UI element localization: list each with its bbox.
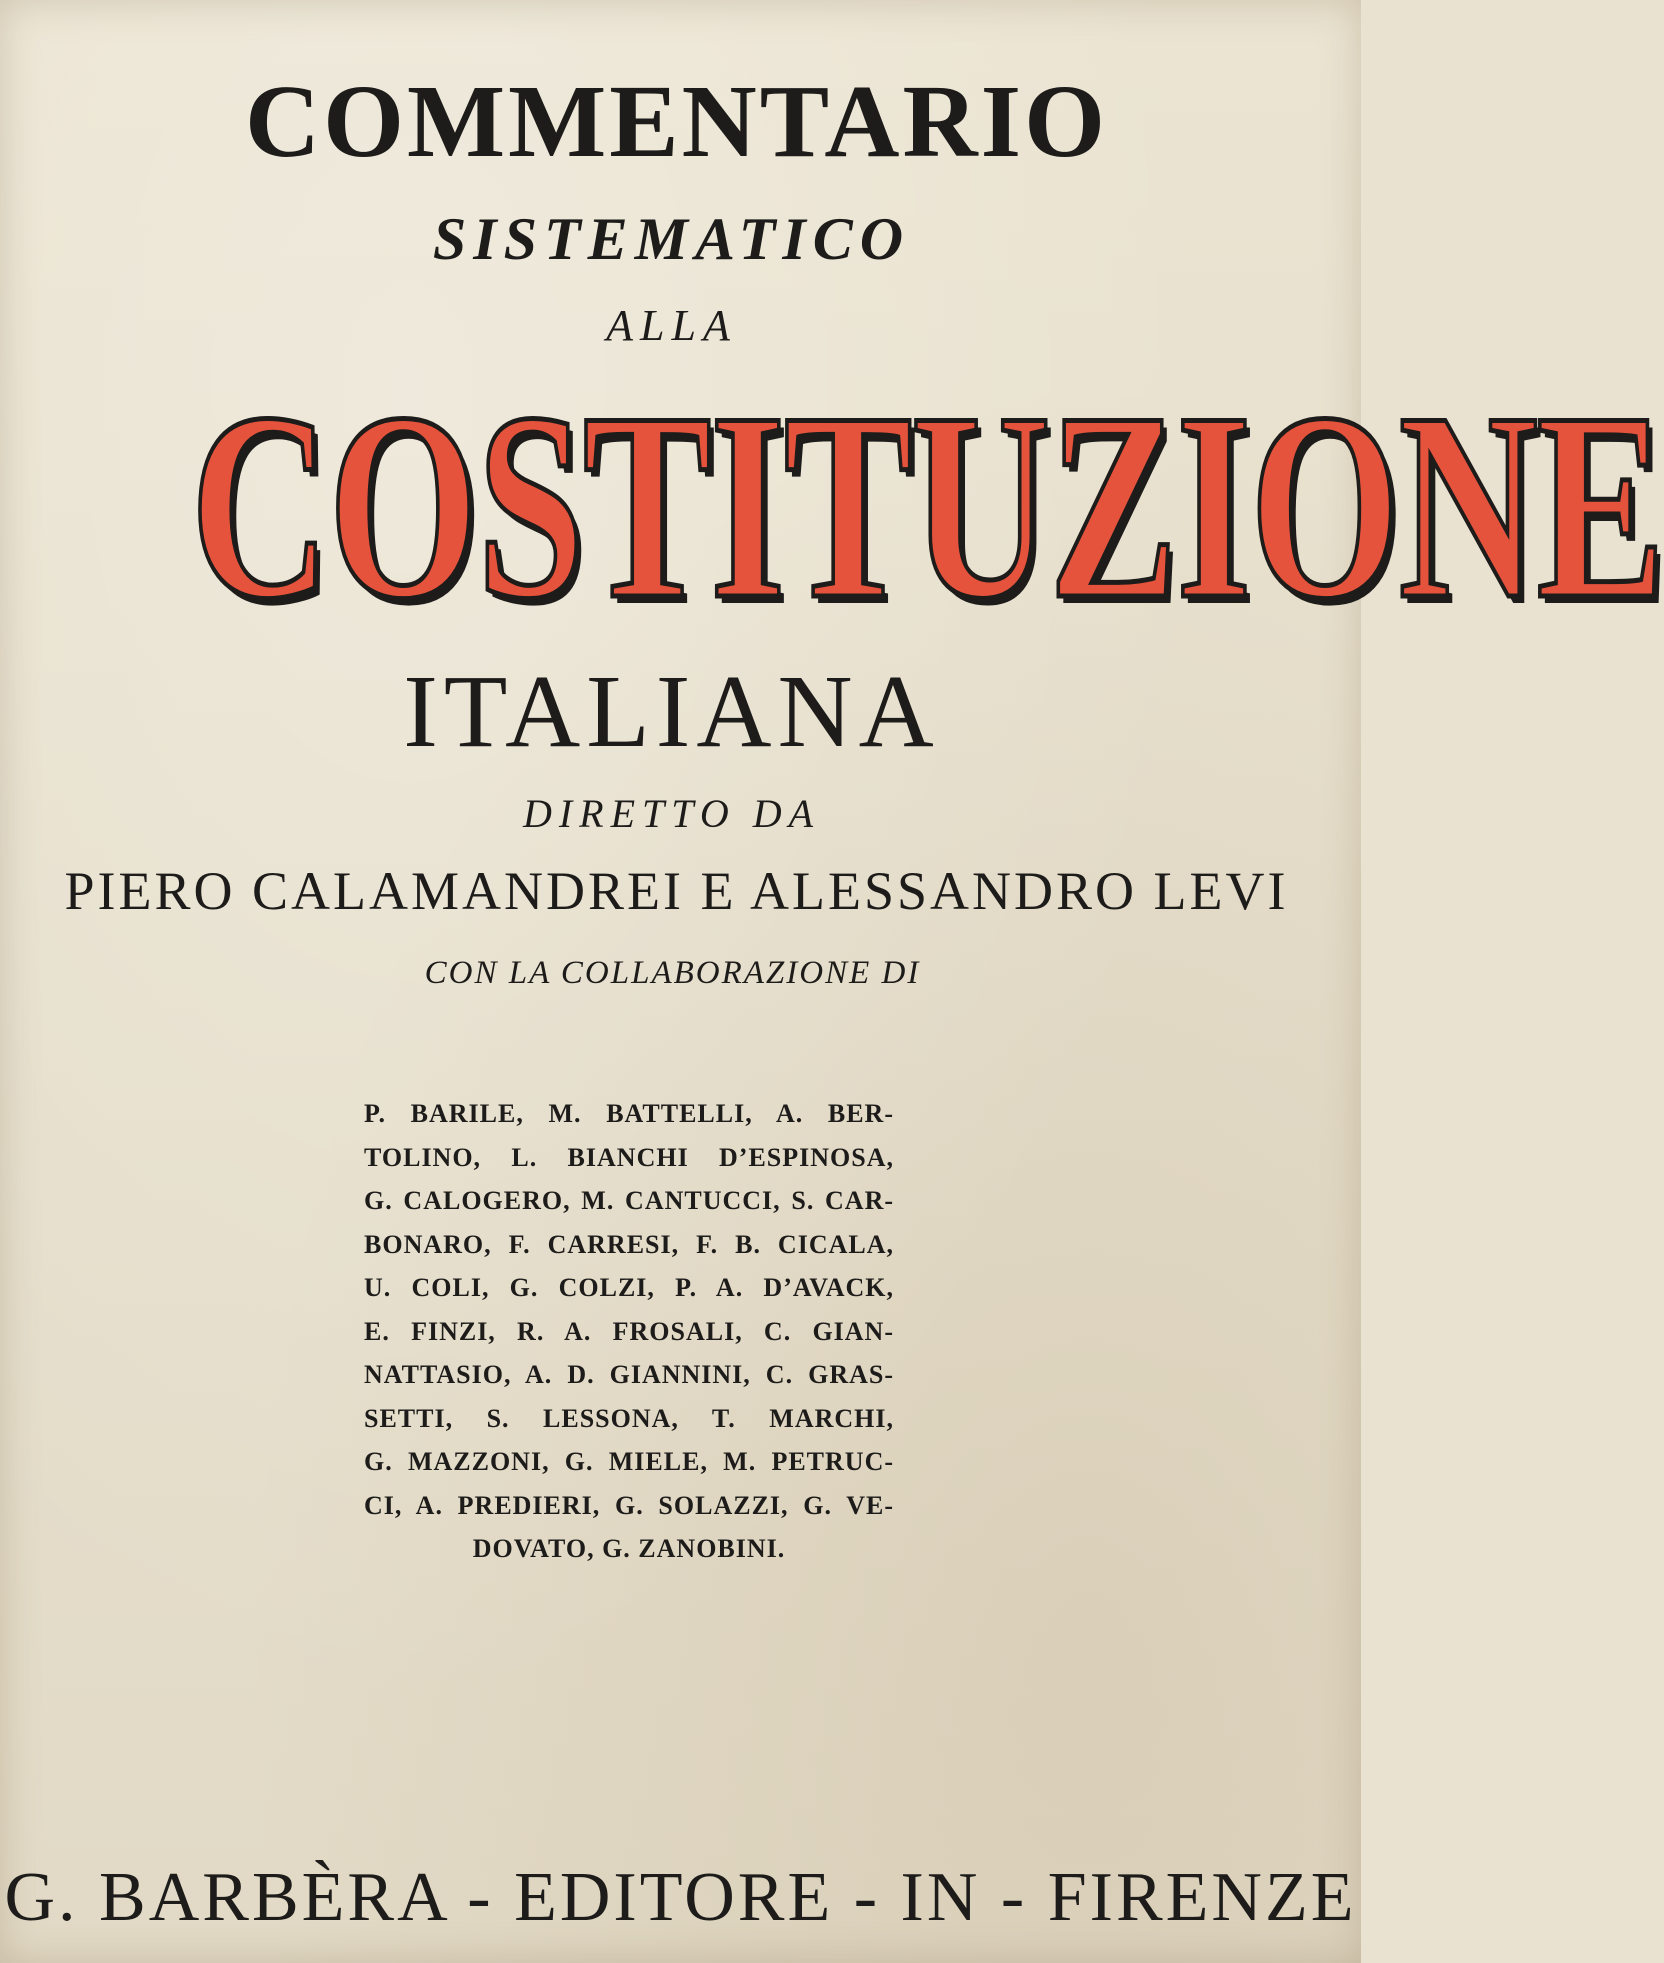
contributors-line: U. COLI, G. COLZI, P. A. D’AVACK, — [364, 1273, 894, 1302]
contributors-line: G. CALOGERO, M. CANTUCCI, S. CAR- — [364, 1186, 894, 1215]
contributors-line: CI, A. PREDIERI, G. SOLAZZI, G. VE- — [364, 1490, 894, 1520]
contributors-line: NATTASIO, A. D. GIANNINI, C. GRAS- — [364, 1360, 894, 1389]
collaboration-label: CON LA COLLABORAZIONE DI — [424, 955, 921, 991]
contributors-line: TOLINO, L. BIANCHI D’ESPINOSA, — [364, 1142, 894, 1172]
publisher-imprint: G. BARBÈRA - EDITORE - IN - FIRENZE — [4, 1859, 1357, 1936]
contributors-line: SETTI, S. LESSONA, T. MARCHI, — [364, 1403, 894, 1433]
contributors-line: BONARO, F. CARRESI, F. B. CICALA, — [364, 1229, 894, 1259]
contributors-line: DOVATO, G. ZANOBINI. — [472, 1534, 786, 1563]
title-alla: ALLA — [606, 301, 737, 350]
contributors-line: P. BARILE, M. BATTELLI, A. BER- — [364, 1099, 894, 1128]
editors-names: PIERO CALAMANDREI E ALESSANDRO LEVI — [64, 861, 1289, 921]
contributors-list — [364, 1092, 894, 1571]
title-sistematico: SISTEMATICO — [432, 206, 911, 272]
directed-by-label: DIRETTO DA — [522, 791, 821, 836]
title-commentario: COMMENTARIO — [244, 64, 1109, 179]
contributors-line: G. MAZZONI, G. MIELE, M. PETRUC- — [364, 1447, 894, 1476]
contributors-line: E. FINZI, R. A. FROSALI, C. GIAN- — [364, 1316, 894, 1346]
title-costituzione: COSTITUZIONE — [190, 357, 1664, 654]
title-italiana: ITALIANA — [403, 654, 940, 769]
